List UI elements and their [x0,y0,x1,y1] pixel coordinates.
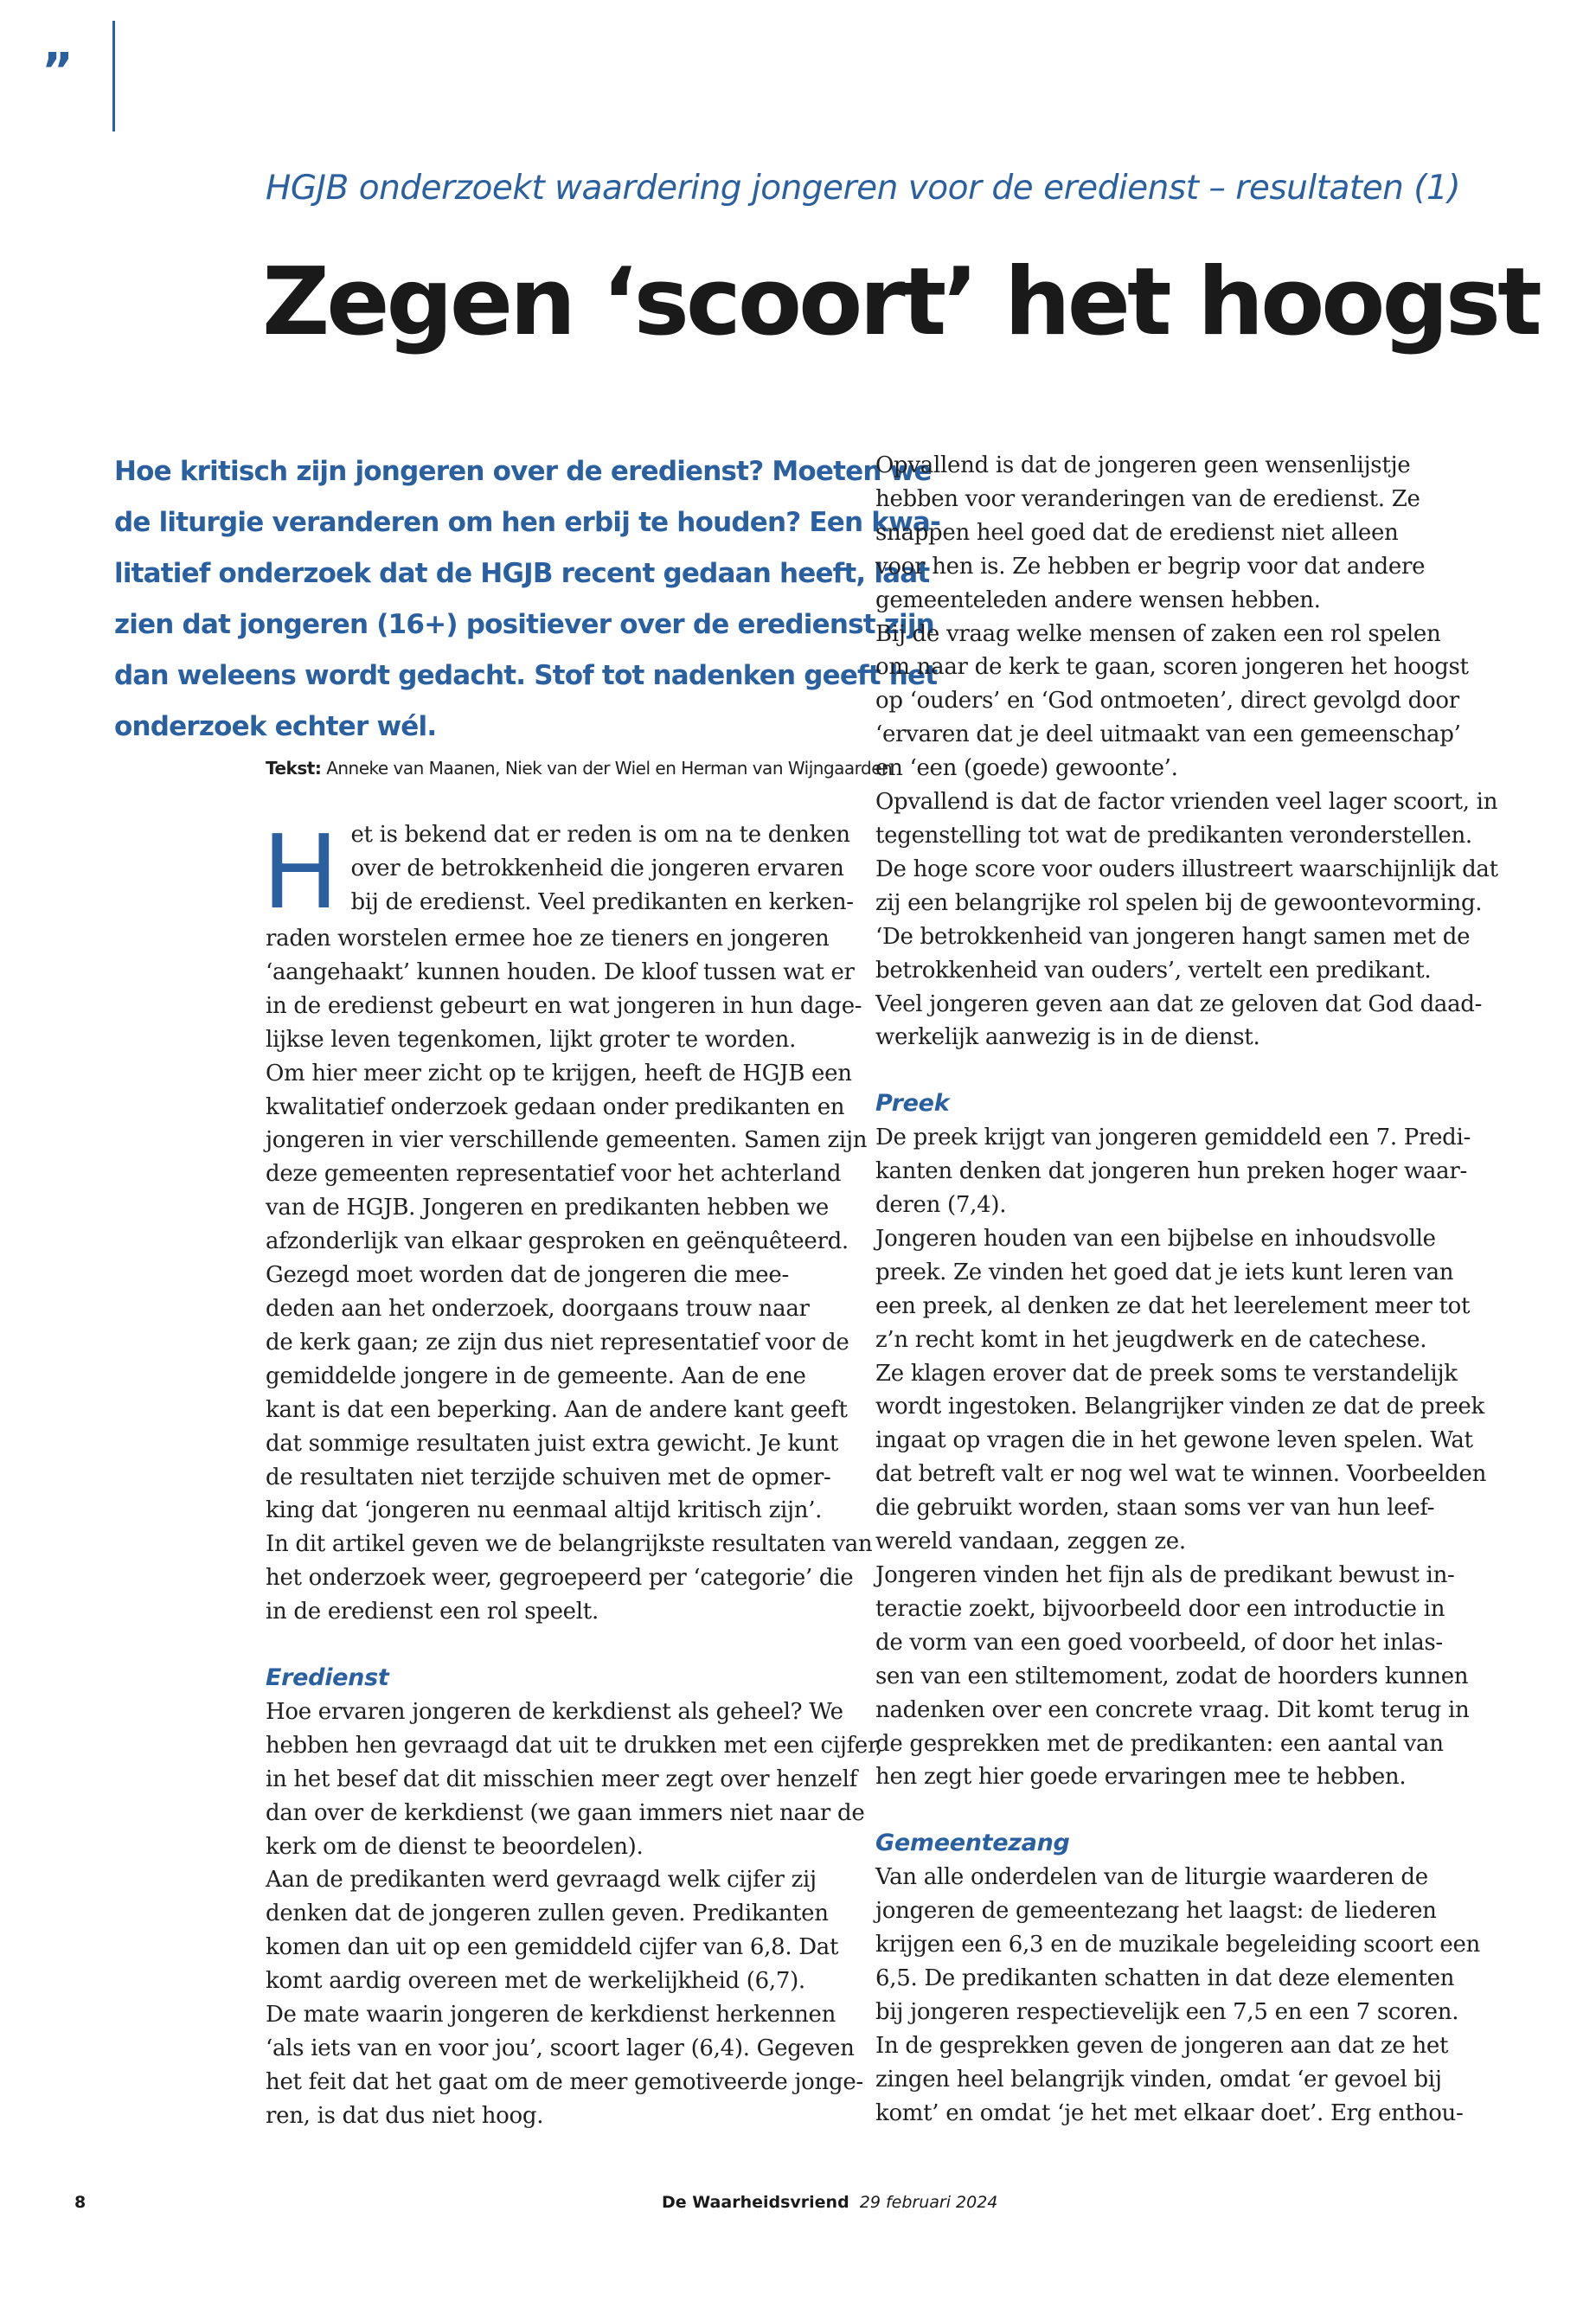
text-line: ‘als iets van en voor jou’, scoort lager (6,4). Gegeven [266,2035,855,2061]
text-line: denken dat de jongeren zullen geven. Predikanten [266,1900,829,1927]
body-lines [266,922,873,1629]
vertical-rule [112,21,115,131]
text-line: een preek, al denken ze dat het leerelement meer tot [875,1292,1471,1319]
text-line: Opvallend is dat de factor vrienden veel lager scoort, in [875,789,1498,816]
text-line: over de betrokkenheid die jongeren ervaren [350,855,844,881]
text-line: Gezegd moet worden dat de jongeren die mee- [266,1262,789,1289]
text-line: de kerk gaan; ze zijn dus niet representatief voor de [266,1329,849,1356]
text-line: wordt ingestoken. Belangrijker vinden ze dat de preek [875,1394,1484,1420]
text-line: deren (7,4). [875,1192,1007,1219]
text-line: en ‘een (goede) gewoonte’. [875,755,1178,782]
text-line: Om hier meer zicht op te krijgen, heeft de HGJB een [266,1060,852,1086]
text-line: komen dan uit op een gemiddeld cijfer van 6,8. Dat [266,1934,839,1961]
article-headline: Zegen ‘scoort’ het hoogst [262,248,1539,356]
text-line: in het besef dat dit misschien meer zegt over henzelf [266,1766,858,1792]
text-line: De mate waarin jongeren de kerkdienst herkennen [266,2002,836,2029]
article-intro [114,446,941,753]
text-line: op ‘ouders’ en ‘God ontmoeten’, direct gevolgd door [875,688,1459,715]
text-line: het onderzoek weer, gegroepeerd per ‘categorie’ die [266,1565,854,1592]
page-number: 8 [74,2193,87,2212]
text-line: z’n recht komt in het jeugdwerk en de catechese. [875,1326,1427,1353]
intro-line: Hoe kritisch zijn jongeren over de eredienst? Moeten we [114,456,932,487]
text-line: van de HGJB. Jongeren en predikanten hebben we [266,1195,829,1221]
text-line: Ze klagen erover dat de preek soms te verstandelijk [875,1360,1458,1387]
text-line: Van alle onderdelen van de liturgie waarderen de [875,1864,1428,1891]
publication-name: De Waarheidsvriend [662,2193,849,2212]
text-line: Aan de predikanten werd gevraagd welk cijfer zij [266,1867,817,1894]
text-line: de resultaten niet terzijde schuiven met de opmer- [266,1464,831,1490]
text-line: betrokkenheid van ouders’, vertelt een predikant. [875,957,1432,984]
right-column [875,449,1498,2131]
text-line: Veel jongeren geven aan dat ze geloven dat God daad- [875,990,1483,1017]
text-line: nadenken over een concrete vraag. Dit komt terug in [875,1696,1470,1723]
quote-icon: ” [42,43,74,99]
text-line: In dit artikel geven we de belangrijkste resultaten van [266,1531,873,1558]
footer-publication [662,2193,997,2212]
text-line: jongeren in vier verschillende gemeenten. Samen zijn [266,1127,868,1154]
text-line: deden aan het onderzoek, doorgaans trouw naar [266,1295,810,1322]
text-line: ‘ervaren dat je deel uitmaakt van een gemeenschap’ [875,721,1461,748]
text-line: gemeenteleden andere wensen hebben. [875,586,1321,613]
text-line: tegenstelling tot wat de predikanten veronderstellen. [875,822,1472,849]
text-line: wereld vandaan, zeggen ze. [875,1529,1186,1555]
text-line: Jongeren houden van een bijbelse en inhoudsvolle [875,1225,1436,1252]
intro-line: zien dat jongeren (16+) positiever over de eredienst zijn [114,609,934,640]
text-line: De hoge score voor ouders illustreert waarschijnlijk dat [875,856,1498,882]
text-line: om naar de kerk te gaan, scoren jongeren het hoogst [875,654,1469,681]
text-line: bij jongeren respectievelijk een 7,5 en een 7 scoren. [875,1998,1459,2025]
text-line: deze gemeenten representatief voor het achterland [266,1161,842,1188]
text-line: Jongeren vinden het fijn als de predikant bewust in- [875,1562,1455,1588]
text-line: zij een belangrijke rol spelen bij de gewoontevorming. [875,889,1483,916]
text-line: het feit dat het gaat om de meer gemotiveerde jonge- [266,2068,863,2095]
text-line: de vorm van een goed voorbeeld, of door het inlas- [875,1629,1443,1656]
intro-line: de liturgie veranderen om hen erbij te houden? Een kwa- [114,507,941,538]
text-line: kerk om de dienst te beoordelen). [266,1833,644,1860]
byline [266,755,893,781]
text-line: kanten denken dat jongeren hun preken hoger waar- [875,1158,1467,1185]
text-line: De preek krijgt van jongeren gemiddeld een 7. Predi- [875,1125,1471,1151]
text-line: in de eredienst een rol speelt. [266,1599,599,1625]
text-line: Opvallend is dat de jongeren geen wensenlijstje [875,452,1411,478]
left-column [262,812,883,2133]
text-line: In de gesprekken geven de jongeren aan dat ze het [875,2032,1449,2059]
byline-authors: Anneke van Maanen, Niek van der Wiel en Herman van Wijngaarden [326,758,893,779]
text-line: in de eredienst gebeurt en wat jongeren in hun dage- [266,992,862,1019]
text-line: hen zegt hier goede ervaringen mee te hebben. [875,1764,1407,1791]
publication-date: 29 februari 2024 [859,2193,998,2212]
intro-line: onderzoek echter wél. [114,711,437,742]
text-line: ‘aangehaakt’ kunnen houden. De kloof tussen wat er [266,958,855,985]
text-line: ‘De betrokkenheid van jongeren hangt samen met de [875,923,1471,950]
text-line: voor hen is. Ze hebben er begrip voor dat andere [875,553,1426,580]
text-line: Hoe ervaren jongeren de kerkdienst als geheel? We [266,1698,843,1725]
text-line: snappen heel goed dat de eredienst niet alleen [875,519,1399,546]
text-line: komt’ en omdat ‘je het met elkaar doet’. Erg enthou- [875,2099,1464,2126]
text-line: komt aardig overeen met de werkelijkheid (6,7). [266,1968,805,1995]
text-line: sen van een stiltemoment, zodat de hoorders kunnen [875,1663,1469,1689]
text-line: preek. Ze vinden het goed dat je iets kunt leren van [875,1259,1454,1285]
dropcap: H [262,812,339,932]
text-line: lijkse leven tegenkomen, lijkt groter te worden. [266,1026,797,1053]
text-line: zingen heel belangrijk vinden, omdat ‘er gevoel bij [875,2066,1442,2093]
section-lines-eredienst [266,1695,883,2133]
article-kicker: HGJB onderzoekt waardering jongeren voor de eredienst – resultaten (1) [266,169,1461,208]
text-line: gemiddelde jongere in de gemeente. Aan de ene [266,1362,806,1389]
text-line: krijgen een 6,3 en de muzikale begeleiding scoort een [875,1932,1480,1958]
intro-line: dan weleens wordt gedacht. Stof tot nadenken geeft het [114,660,938,691]
text-line: kant is dat een beperking. Aan de andere kant geeft [266,1396,848,1423]
text-line: die gebruikt worden, staan soms ver van hun leef- [875,1495,1435,1522]
text-line: teractie zoekt, bijvoorbeeld door een introductie in [875,1595,1445,1622]
text-line: ren, is dat dus niet hoog. [266,2102,544,2129]
section-title-preek: Preek [875,1090,950,1118]
text-line: Bij de vraag welke mensen of zaken een rol spelen [875,620,1441,647]
text-line: kwalitatief onderzoek gedaan onder predikanten en [266,1093,845,1120]
text-line: dan over de kerkdienst (we gaan immers niet naar de [266,1799,865,1826]
text-line: king dat ‘jongeren nu eenmaal altijd kritisch zijn’. [266,1497,823,1524]
text-line: jongeren de gemeentezang het laagst: de liederen [875,1898,1437,1925]
text-line: afzonderlijk van elkaar gesproken en geënquêteerd. [266,1228,849,1255]
right-top-lines [875,449,1498,1054]
intro-line: litatief onderzoek dat de HGJB recent gedaan heeft, laat [114,558,930,589]
first-lines [266,818,854,920]
text-line: hebben hen gevraagd dat uit te drukken met een cijfer, [266,1732,883,1759]
text-line: ingaat op vragen die in het gewone leven spelen. Wat [875,1427,1473,1454]
text-line: werkelijk aanwezig is in de dienst. [875,1024,1260,1051]
text-line: dat sommige resultaten juist extra gewicht. Je kunt [266,1430,839,1457]
text-line: de gesprekken met de predikanten: een aantal van [875,1730,1444,1757]
text-line: raden worstelen ermee hoe ze tieners en jongeren [266,926,830,952]
byline-label: Tekst: [266,758,322,779]
section-lines-preek [875,1121,1487,1794]
section-title-gemeentezang: Gemeentezang [875,1830,1070,1857]
section-lines-gemeentezang [875,1861,1480,2130]
text-line: 6,5. De predikanten schatten in dat deze elementen [875,1965,1455,1991]
text-line: hebben voor veranderingen van de eredienst. Ze [875,485,1420,512]
text-line: bij de eredienst. Veel predikanten en kerken- [350,888,854,915]
text-line: et is bekend dat er reden is om na te denken [350,822,850,848]
text-line: dat betreft valt er nog wel wat te winnen. Voorbeelden [875,1461,1487,1488]
section-title-eredienst: Eredienst [266,1664,389,1692]
